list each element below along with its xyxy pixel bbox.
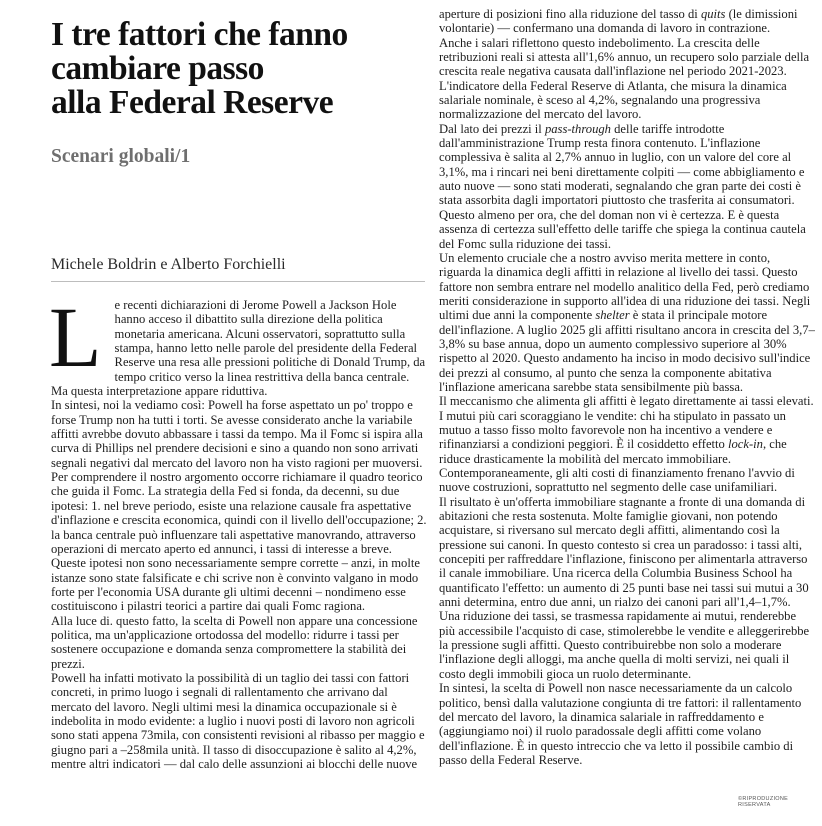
paragraph: Powell ha infatti motivato la possibilità di un taglio dei tassi con fattori concreti, in primo luogo i segnali di rallentamento che arrivano dal mercato del lavoro. Negli ultimi mesi la dinamica occupazionale si è indebolita in modo evidente: a luglio i nuovi posti di lavoro non agricoli sono stati appena 73mila, con consistenti revisioni al ribasso per maggio e giugno pari a –258mila unità. Il tasso di disoccupazione è salito al 4,2%, mentre altri indicatori — dal calo delle assunzioni ai blocchi delle nuove: [51, 670, 425, 771]
article-column-left: [49, 289, 427, 771]
copyright-notice: ©RIPRODUZIONE RISERVATA: [738, 796, 789, 808]
italic-term: pass-through: [544, 121, 611, 136]
text-run: (le dimissioni volontarie) — confermano una domanda di lavoro in contrazione.: [439, 7, 798, 36]
paragraph: Queste ipotesi non sono necessariamente sempre corrette – anzi, in molte istanze sono state falsificate e chi scrive non è convinto valgano in modo forte per l'economia USA durante gli ultimi decenni – nondimeno esse costituiscono i pilastri teorici a partire dai quali Fomc ragiona.: [51, 556, 420, 614]
article-column-right: [439, 7, 815, 767]
text-run: è stata il principale motore dell'inflazione. A luglio 2025 gli affitti risultano ancora in crescita del 3,7–3,8% su base annua, dopo un aumento complessivo superiore al 30% rispetto al 2020. Questo andamento ha inciso in modo decisivo sull'indice dei prezzi al consumo, al punto che senza la componente abitativa l'inflazione americana sarebbe stata sensibilmente più bassa.: [439, 308, 815, 394]
paragraph: Per comprendere il nostro argomento occorre richiamare il quadro teorico che guida il Fomc. La strategia della Fed si fonda, da decenni, su due ipotesi: 1. nel breve periodo, esiste una relazione causale fra aspettative d'inflazione e crescita economica, quindi con il livello dell'occupazione; 2. la banca centrale può influenzare tali aspettative manovrando, attraverso operazioni di mercato aperto ed annunci, i tassi di interesse a breve.: [51, 470, 427, 556]
byline: Michele Boldrin e Alberto Forchielli: [51, 256, 286, 273]
paragraph: [439, 394, 815, 494]
paragraph: In sintesi, noi la vediamo così: Powell ha forse aspettato un po' troppo e forse Trump non ha tutti i torti. Se avesse considerato anche la variabile affitti avrebbe dovuto abbassare i tassi da tempo. Ma il Fomc si ispira alla curva di Phillips nel prendere decisioni e sino a quando non sono arrivati segnali negativi dal mercato del lavoro non ha visto ragioni per muoversi.: [51, 398, 423, 470]
section-kicker: Scenari globali/1: [51, 146, 191, 167]
paragraph: Anche i salari riflettono questo indebolimento. La crescita delle retribuzioni reali si attesta all'1,6% annuo, un recupero solo parziale della crescita reale negativa causata dall'inflazione nel periodo 2021-2023. L'indicatore della Federal Reserve di Atlanta, che misura la dinamica salariale nominale, è sceso al 4,2%, segnalando una progressiva normalizzazione del mercato del lavoro.: [439, 35, 810, 122]
text-run: Dal lato dei prezzi il: [439, 121, 545, 136]
headline-line: cambiare passo: [51, 50, 264, 87]
text-run: aperture di posizioni fino alla riduzione del tasso di: [439, 7, 701, 21]
paragraph: In sintesi, la scelta di Powell non nasce necessariamente da un calcolo politico, bensì dalla valutazione congiunta di tre fattori: il rallentamento del mercato del lavoro, la dinamica salariale in raffreddamento e (aggiungiamo noi) il ruolo paradossale degli affitti come volano dell'inflazione. È in questo intreccio che va letto il possibile cambio di passo della Federal Reserve.: [439, 681, 802, 767]
text-run: Un elemento cruciale che a nostro avviso merita mettere in conto, riguarda la dinamica degli affitti in relazione al livello dei tassi. Questo fattore non sembra entrare nel modello analitico della Fed, però crediamo meriti considerazione in supporto all'idea di una riduzione dei tassi. Negli ultimi due anni la componente: [439, 250, 811, 323]
headline: [51, 18, 421, 120]
text-run: Il meccanismo che alimenta gli affitti è legato direttamente ai tassi elevati. I mutui più cari scoraggiano le vendite: chi ha stipulato in passato un mutuo a tasso fisso molto favorevole non ha incentivo a vendere e rifinanziarsi a condizioni peggiori. È il cosiddetto effetto: [439, 394, 814, 452]
text-run: , che riduce drasticamente la mobilità del mercato immobiliare. Contemporaneamente, gli alti costi di finanziamento frenano l'avvio di nuove costruzioni, soprattutto nel segmento delle case unifamiliari.: [439, 437, 795, 495]
paragraph: [439, 122, 815, 251]
paragraph: [439, 251, 815, 394]
italic-term: quits: [700, 7, 726, 21]
paragraph: e recenti dichiarazioni di Jerome Powell a Jackson Hole hanno acceso il dibattito sulla direzione della politica monetaria americana. Alcuni osservatori, soprattutto sulla stampa, hanno letto nelle parole del presidente della Federal Reserve una resa alle pressioni politiche di Donald Trump, da tempo critico verso la linea restrittiva della banca centrale. Ma questa interpretazione appare riduttiva.: [51, 298, 426, 399]
byline-divider: [51, 281, 425, 282]
paragraph: Il risultato è un'offerta immobiliare stagnante a fronte di una domanda di abitazioni che resta sostenuta. Molte famiglie giovani, non potendo acquistare, si riversano sul mercato degli affitti, alimentando così la pressione sui canoni. In questo contesto si crea un paradosso: i tassi alti, concepiti per raffreddare l'inflazione, finiscono per alimentarla attraverso il canale immobiliare. Una ricerca della Columbia Business School ha quantificato l'effetto: un aumento di 25 punti base nei tassi sui mutui a 30 anni determina, entro due anni, un rialzo dei canoni pari all'1,4–1,7%.: [439, 494, 809, 610]
headline-line: I tre fattori che fanno: [51, 16, 348, 53]
paragraph: [439, 7, 815, 36]
paragraph: Una riduzione dei tassi, se trasmessa rapidamente ai mutui, renderebbe più accessibile l'acquisto di case, stimolerebbe le vendite e alleggerirebbe la pressione sugli affitti. Questo contribuirebbe non solo a moderare l'inflazione degli alloggi, ma anche quella di molti servizi, nei quali il costo degli immobili gioca un ruolo determinante.: [439, 609, 810, 681]
headline-line: alla Federal Reserve: [51, 84, 334, 121]
paragraph: Alla luce di. questo fatto, la scelta di Powell non appare una concessione politica, ma un'applicazione ortodossa del modello: ridurre i tassi per sostenere occupazione e domanda senza compromettere la stabilità dei prezzi.: [51, 613, 418, 671]
drop-cap: L: [49, 289, 102, 385]
italic-term: shelter: [595, 308, 630, 323]
text-run: delle tariffe introdotte dall'amministrazione Trump resta finora contenuto. L'inflazione complessiva è salita al 2,7% annuo in luglio, con un valore del core al 3,1%, ma i rincari nei beni direttamente colpiti — come abbigliamento e auto nuove — sono stati moderati, segnalando che gran parte dei costi è stata assorbita dagli importatori piuttosto che trasferita ai consumatori. Questo almeno per ora, che del doman non vi è certezza. E è questa assenza di certezza sull'effetto delle tariffe che spiega la continua cautela del Fomc sulla riduzione dei tassi.: [439, 121, 806, 251]
italic-term: lock-in: [728, 437, 763, 452]
